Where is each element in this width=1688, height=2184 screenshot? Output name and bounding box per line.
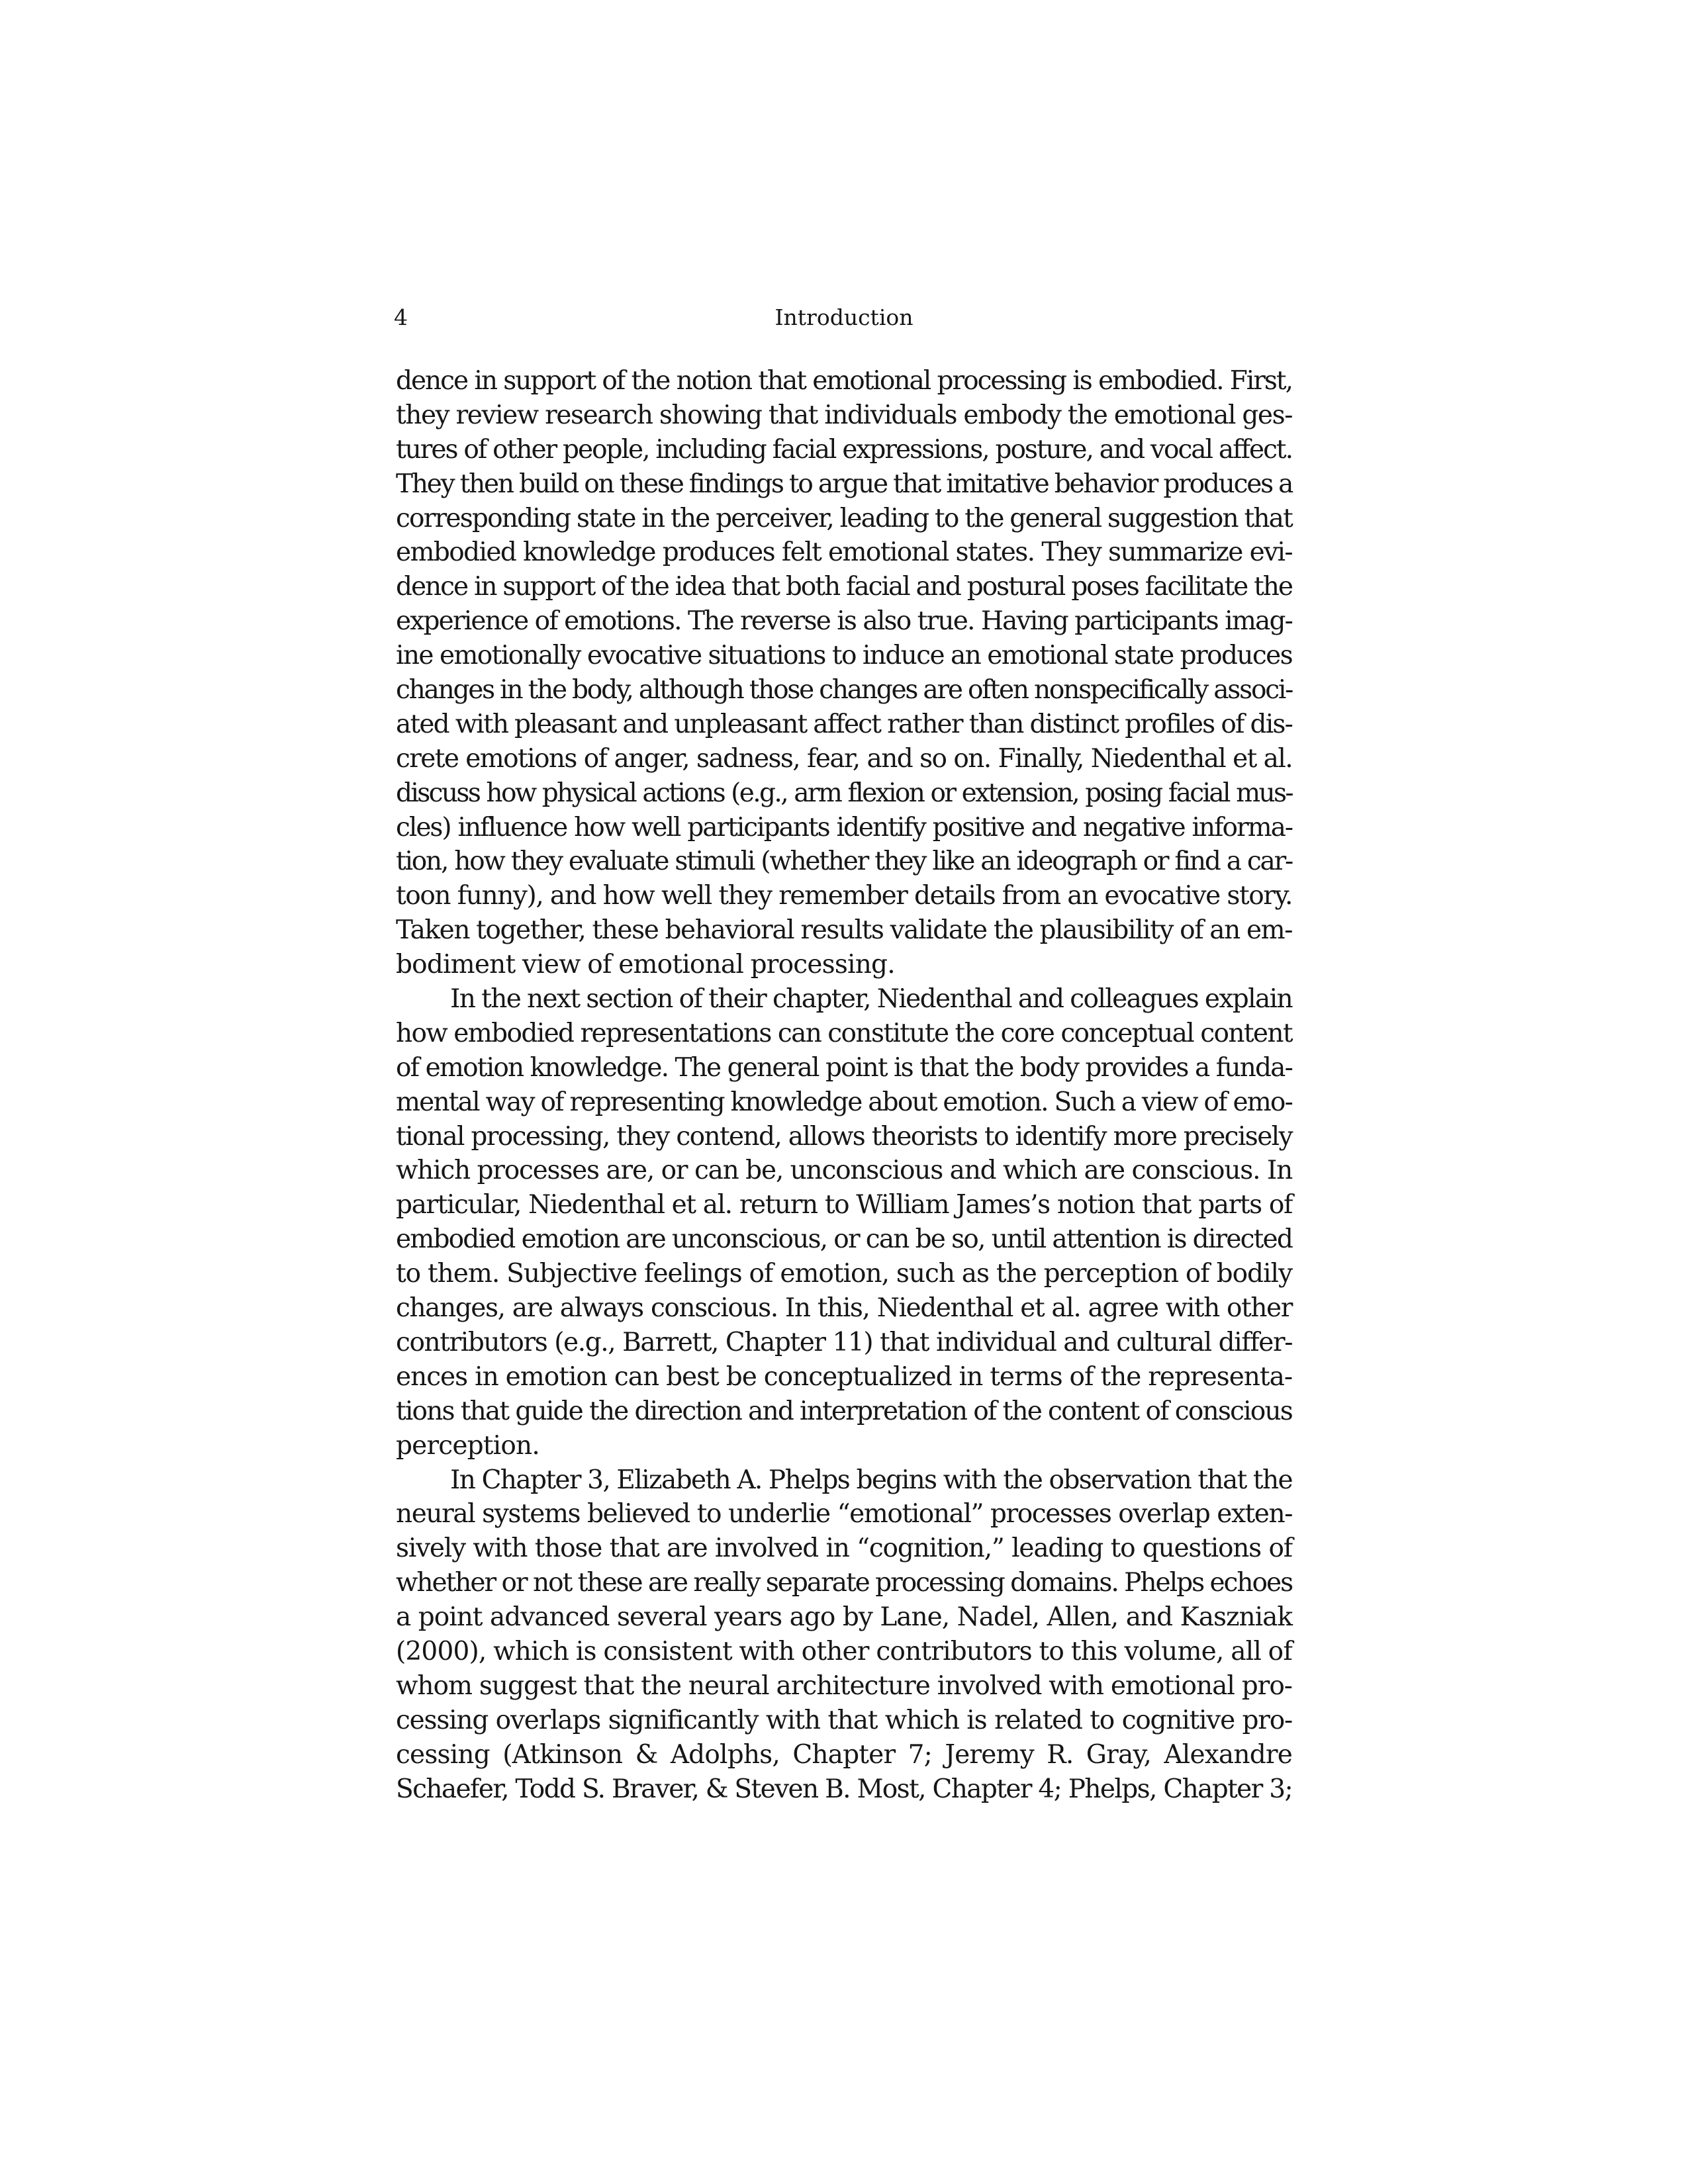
text-line: tion, how they evaluate stimuli (whether they like an ideograph or find a car-	[396, 846, 1292, 877]
text-line: tions that guide the direction and interpretation of the content of conscious	[396, 1396, 1292, 1426]
text-line: contributors (e.g., Barrett, Chapter 11) that individual and cultural differ-	[396, 1327, 1292, 1357]
text-line: perception.	[396, 1430, 539, 1461]
text-line: dence in support of the notion that emotional processing is embodied. First,	[396, 366, 1292, 396]
text-line: (2000), which is consistent with other contributors to this volume, all of	[396, 1636, 1292, 1666]
text-line: embodied knowledge produces felt emotional states. They summarize evi-	[396, 537, 1292, 568]
text-line: cles) influence how well participants identify positive and negative informa-	[396, 812, 1292, 842]
text-line: experience of emotions. The reverse is also true. Having participants imag-	[396, 606, 1292, 637]
text-line: In Chapter 3, Elizabeth A. Phelps begins with the observation that the	[450, 1465, 1292, 1495]
text-line: crete emotions of anger, sadness, fear, and so on. Finally, Niedenthal et al.	[396, 743, 1292, 774]
running-title: Introduction	[774, 304, 914, 330]
text-line: dence in support of the idea that both facial and postural poses facilitate the	[396, 572, 1292, 602]
text-line: a point advanced several years ago by Lane, Nadel, Allen, and Kaszniak	[396, 1602, 1292, 1633]
text-line: tures of other people, including facial expressions, posture, and vocal affect.	[396, 434, 1292, 465]
text-line: they review research showing that individuals embody the emotional ges-	[396, 400, 1292, 430]
text-line: changes, are always conscious. In this, Niedenthal et al. agree with other	[396, 1293, 1292, 1324]
text-line: Schaefer, Todd S. Braver, & Steven B. Most, Chapter 4; Phelps, Chapter 3;	[396, 1774, 1292, 1804]
text-line: cessing (Atkinson & Adolphs, Chapter 7; Jeremy R. Gray, Alexandre	[396, 1739, 1292, 1770]
text-line: embodied emotion are unconscious, or can be so, until attention is directed	[396, 1224, 1292, 1255]
text-line: to them. Subjective feelings of emotion, such as the perception of bodily	[396, 1259, 1292, 1289]
text-line: bodiment view of emotional processing.	[396, 950, 895, 980]
text-line: which processes are, or can be, unconscious and which are conscious. In	[396, 1156, 1292, 1186]
text-line: of emotion knowledge. The general point is that the body provides a funda-	[396, 1052, 1292, 1083]
text-line: Taken together, these behavioral results validate the plausibility of an em-	[396, 915, 1292, 946]
text-line: changes in the body, although those changes are often nonspecifically associ-	[396, 675, 1293, 705]
text-line: cessing overlaps significantly with that which is related to cognitive pro-	[396, 1705, 1292, 1735]
text-line: neural systems believed to underlie “emotional” processes overlap exten-	[396, 1499, 1292, 1529]
text-line: sively with those that are involved in “cognition,” leading to questions of	[396, 1533, 1292, 1564]
text-line: ine emotionally evocative situations to induce an emotional state produces	[396, 641, 1292, 671]
text-line: whom suggest that the neural architecture involved with emotional pro-	[396, 1670, 1292, 1701]
text-line: tional processing, they contend, allows theorists to identify more precisely	[396, 1121, 1292, 1152]
text-line: corresponding state in the perceiver, leading to the general suggestion that	[396, 503, 1292, 533]
text-line: ences in emotion can best be conceptualized in terms of the representa-	[396, 1361, 1292, 1392]
text-line: toon funny), and how well they remember details from an evocative story.	[396, 881, 1292, 911]
text-line: ated with pleasant and unpleasant affect rather than distinct profiles of dis-	[396, 709, 1292, 739]
text-line: In the next section of their chapter, Niedenthal and colleagues explain	[450, 984, 1292, 1015]
text-line: particular, Niedenthal et al. return to William James’s notion that parts of	[396, 1190, 1292, 1220]
text-line: discuss how physical actions (e.g., arm flexion or extension, posing facial mus-	[396, 778, 1292, 808]
running-head	[394, 301, 1294, 334]
text-line: They then build on these findings to argue that imitative behavior produces a	[396, 469, 1293, 499]
text-line: whether or not these are really separate processing domains. Phelps echoes	[396, 1568, 1293, 1598]
text-line: mental way of representing knowledge about emotion. Such a view of emo-	[396, 1087, 1292, 1117]
body-text	[396, 364, 1292, 1806]
text-line: how embodied representations can constitute the core conceptual content	[396, 1018, 1292, 1048]
page-number: 4	[394, 304, 408, 330]
